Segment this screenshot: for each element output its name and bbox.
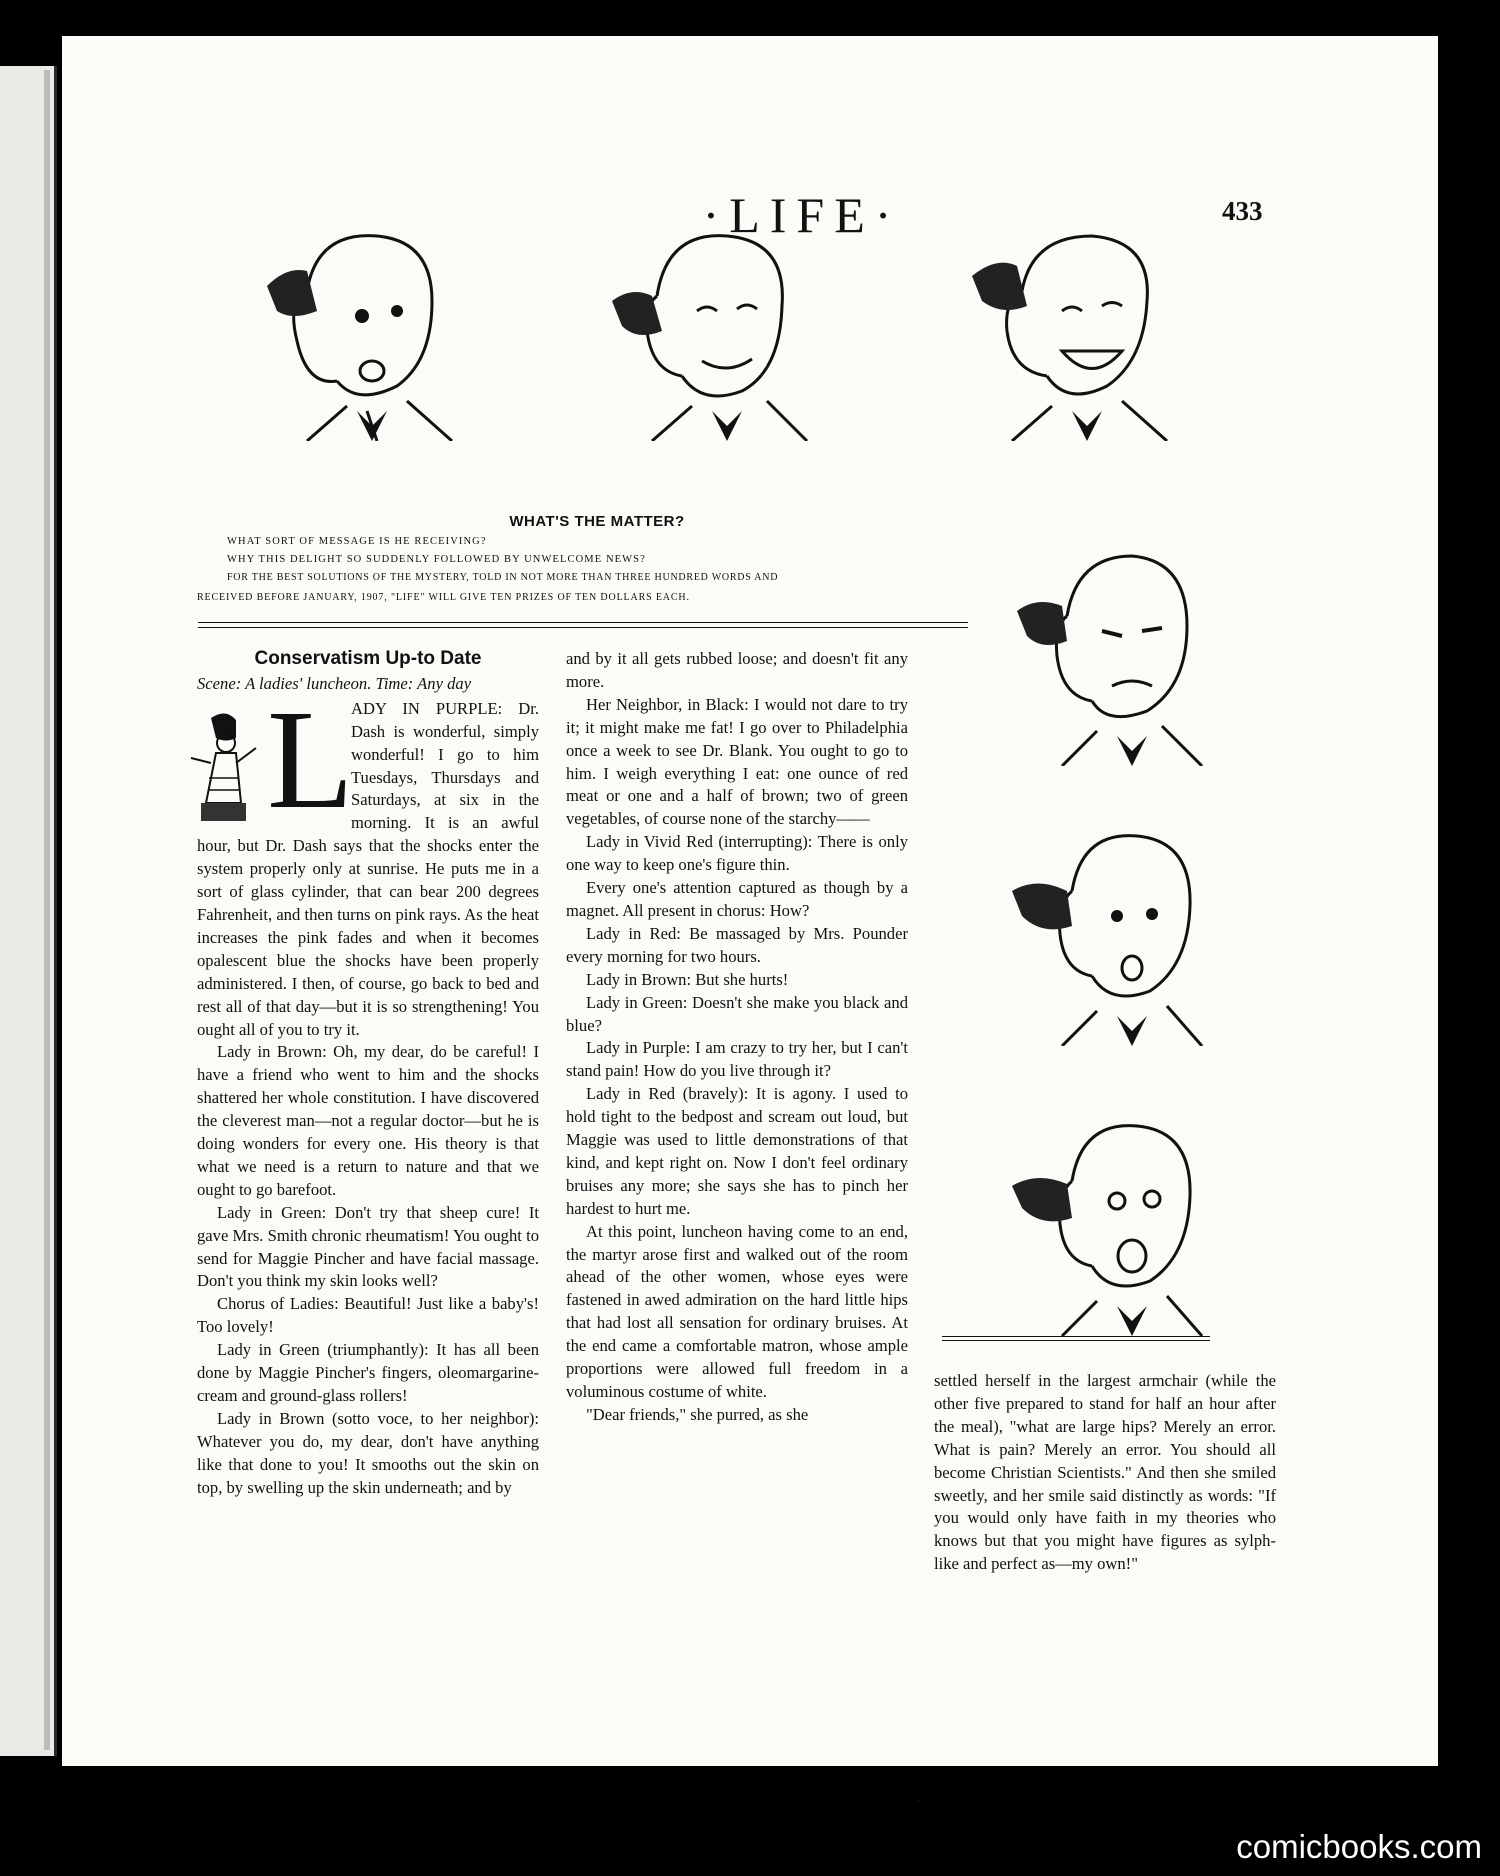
egyptian-figure-illustration <box>181 708 261 828</box>
paragraph: Her Neighbor, in Black: I would not dare to try it; it might make me fat! I go over to Philadelphia once a week to see Dr. Blank. You ought to go to him. I weigh everything I eat: one ounce of red meat or one and a half of brown; two of green vegetables, of course none of the starchy—— <box>566 694 908 829</box>
paragraph: Lady in Green (triumphantly): It has all been done by Maggie Pincher's fingers, oleomargarine-cream and ground-glass rollers! <box>197 1340 539 1405</box>
paragraph: Lady in Purple: I am crazy to try her, but I can't stand pain! How do you live through it? <box>566 1038 908 1081</box>
cartoon-portrait-1 <box>247 211 477 441</box>
column-rule <box>942 1336 1210 1337</box>
page-mark: • <box>917 1796 921 1807</box>
paragraph: Lady in Green: Don't try that sheep cure! It gave Mrs. Smith chronic rheumatism! You ought to send for Maggie Pincher and have facial massage. Don't you think my skin looks well? <box>197 1202 539 1291</box>
paragraph: Lady in Red: Be massaged by Mrs. Pounder every morning for two hours. <box>566 923 908 966</box>
article-headline: Conservatism Up-to Date <box>254 648 482 669</box>
top-rule <box>198 622 968 623</box>
cartoon-caption-line: WHY THIS DELIGHT SO SUDDENLY FOLLOWED BY UNWELCOME NEWS? <box>227 554 646 565</box>
paragraph: Lady in Vivid Red (interrupting): There is only one way to keep one's figure thin. <box>566 832 908 875</box>
paragraph: ADY IN PURPLE: Dr. Dash is wonderful, simply wonderful! I go to him Tuesdays, Thursdays and Saturdays, at six in the morning. It is an awful hour, but Dr. Dash says that the shocks enter the system properly only at sunrise. He puts me in a sort of glass cylinder, that can bear 200 degrees Fahrenheit, and then turns on pink rays. As the heat increases the pink fades and when it becomes opalescent blue the shocks have been properly administered. I then, of course, go back to bed and rest all of that day—but it is so strengthening! You ought all of you to try it. <box>197 698 539 1039</box>
paragraph: At this point, luncheon having come to an end, the martyr arose first and walked out of the room ahead of the other women, whose eyes were fastened in awed admiration on the hard little hips that had lost all sensation for ordinary bruises. At the end came a comfortable matron, whose ample proportions were allowed full freedom in a voluminous costume of white. <box>566 1221 908 1401</box>
page-number: 433 <box>1222 196 1263 226</box>
paragraph: settled herself in the largest armchair (while the other five prepared to stand for half an hour after the meal), "what are large hips? Merely an error. What is pain? Merely an error. You should all become Christian Scientists." And then she smiled sweetly, and her smile said distinctly as words: "If you would only have faith in my theories who knows but that you might have figures as sylph-like and perfect as—my own!" <box>934 1371 1276 1574</box>
paragraph: and by it all gets rubbed loose; and doesn't fit any more. <box>566 649 908 691</box>
article-column-1 <box>197 648 539 1500</box>
paragraph: Lady in Brown: But she hurts! <box>586 969 789 989</box>
drop-cap <box>197 679 354 838</box>
top-rule-2 <box>198 627 968 628</box>
paragraph: Lady in Red (bravely): It is agony. I used to hold tight to the bedpost and scream out loud, but Maggie was used to little demonstrations of that kind, and kept right on. Now I don't feel ordinary bruises any more; she says she has to pinch her hardest to hurt me. <box>566 1084 908 1218</box>
magazine-page <box>62 36 1438 1807</box>
drop-cap-letter: L <box>267 679 354 838</box>
article-column-3 <box>934 1370 1276 1576</box>
paragraph: Lady in Green: Doesn't she make you black and blue? <box>566 992 908 1035</box>
column-rule-2 <box>942 1340 1210 1341</box>
watermark: comicbooks.com <box>1236 1828 1482 1865</box>
cartoon-portrait-4 <box>992 536 1222 766</box>
cartoon-caption-line: RECEIVED BEFORE JANUARY, 1907, "LIFE" WILL GIVE TEN PRIZES OF TEN DOLLARS EACH. <box>197 592 690 603</box>
page-gutter <box>44 70 50 1750</box>
scene-line: Scene: A ladies' luncheon. Time: Any day <box>197 673 472 693</box>
paragraph: "Dear friends," she purred, as she <box>586 1404 809 1424</box>
article-column-2 <box>566 648 908 1427</box>
cartoon-portrait-5 <box>992 816 1222 1046</box>
cartoon-caption-line: WHAT SORT OF MESSAGE IS HE RECEIVING? <box>227 536 487 547</box>
paragraph: Chorus of Ladies: Beautiful! Just like a baby's! Too lovely! <box>197 1294 539 1337</box>
paragraph: Lady in Brown (sotto voce, to her neighbor): Whatever you do, my dear, don't have anything like that done to you! It smooths out the skin on top, by swelling up the skin underneath; and by <box>197 1408 539 1497</box>
paragraph: Lady in Brown: Oh, my dear, do be careful! I have a friend who went to him and the shocks shattered her whole constitution. I have discovered the cleverest man—not a regular doctor—but he is doing wonders for every one. His theory is that what we need is a return to nature and that we ought to go barefoot. <box>197 1042 539 1199</box>
cartoon-title: WHAT'S THE MATTER? <box>509 513 685 530</box>
cartoon-portrait-2 <box>602 211 832 441</box>
cartoon-portrait-3 <box>952 211 1182 441</box>
cartoon-caption-line: FOR THE BEST SOLUTIONS OF THE MYSTERY, TOLD IN NOT MORE THAN THREE HUNDRED WORDS AND <box>227 572 779 583</box>
paragraph: Every one's attention captured as though by a magnet. All present in chorus: How? <box>566 878 908 920</box>
masthead: ·LIFE· <box>702 187 902 243</box>
cartoon-portrait-6 <box>992 1106 1222 1336</box>
